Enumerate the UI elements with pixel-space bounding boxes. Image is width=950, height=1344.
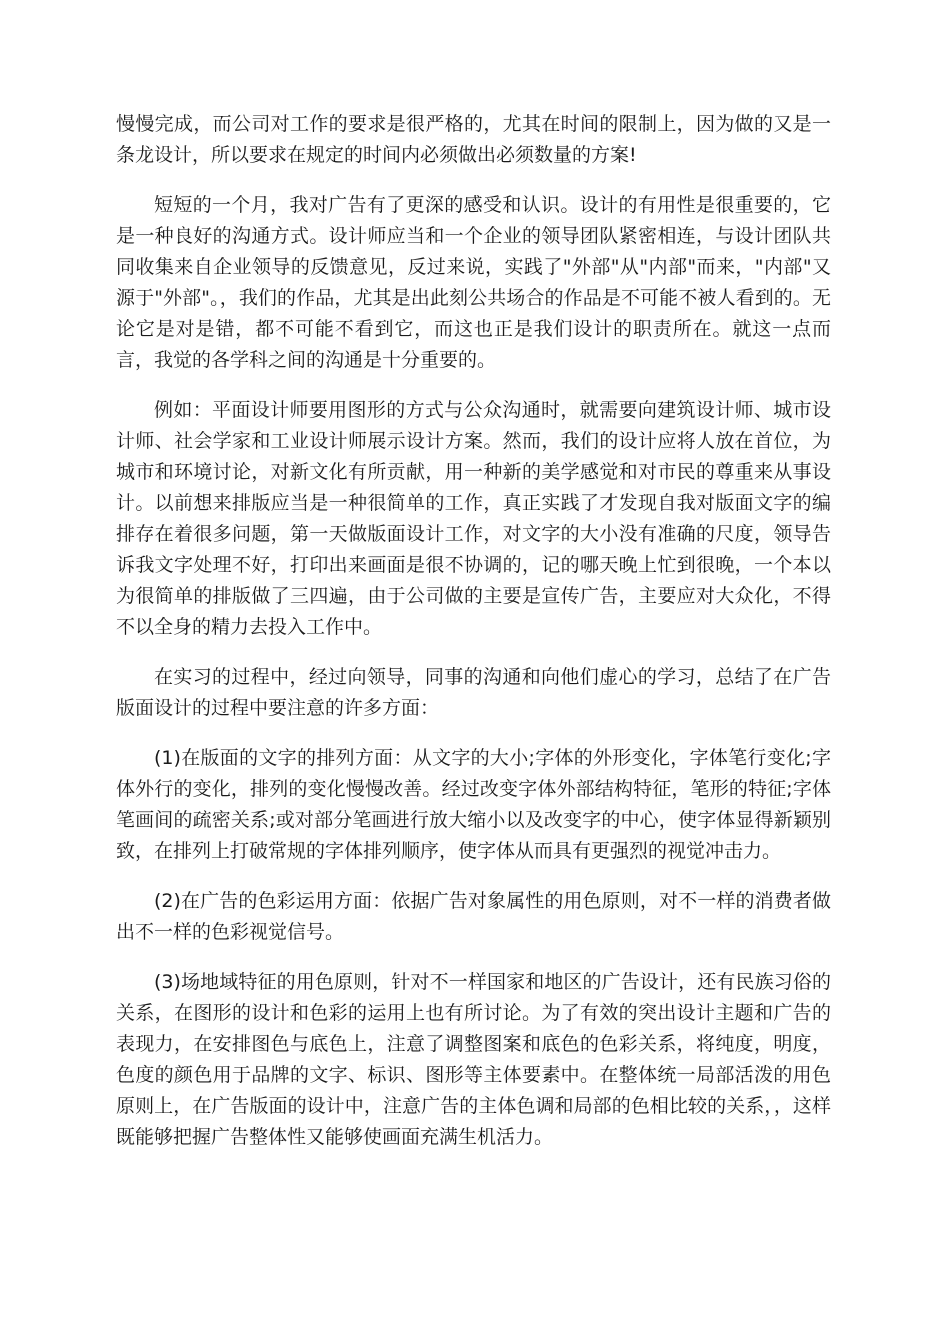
paragraph-communication: 短短的一个月，我对广告有了更深的感受和认识。设计的有用性是很重要的，它是一种良好的沟通方式。设计师应当和一个企业的领导团队紧密相连，与设计团队共同收集来自企业领导的反馈意见，反过来说，实践了"外部"从"内部"而来，"内部"又源于"外部"。，我们的作品，尤其是出此刻公共场合的作品是不可能不被人看到的。无论它是对是错，都不可能不看到它，而这也正是我们设计的职责所在。就这一点而言，我觉的各学科之间的沟通是十分重要的。 [116, 194, 831, 371]
paragraph-continuation: 慢慢完成，而公司对工作的要求是很严格的，尤其在时间的限制上，因为做的又是一条龙设计，所以要求在规定的时间内必须做出必须数量的方案! [116, 113, 831, 166]
paragraph-point-3-regional-color: (3)场地域特征的用色原则，针对不一样国家和地区的广告设计，还有民族习俗的关系，在图形的设计和色彩的运用上也有所讨论。为了有效的突出设计主题和广告的表现力，在安排图色与底色上，注意了调整图案和底色的色彩关系，将纯度，明度，色度的颜色用于品牌的文字、标识、图形等主体要素中。在整体统一局部活泼的用色原则上，在广告版面的设计中，注意广告的主体色调和局部的色相比较的关系，，这样既能够把握广告整体性又能够使画面充满生机活力。 [116, 971, 831, 1148]
paragraph-example: 例如：平面设计师要用图形的方式与公众沟通时，就需要向建筑设计师、城市设计师、社会学家和工业设计师展示设计方案。然而，我们的设计应将人放在首位，为城市和环境讨论，对新文化有所贡献，用一种新的美学感觉和对市民的尊重来从事设计。以前想来排版应当是一种很简单的工作，真正实践了才发现自我对版面文字的编排存在着很多问题，第一天做版面设计工作，对文字的大小没有准确的尺度，领导告诉我文字处理不好，打印出来画面是很不协调的，记的哪天晚上忙到很晚，一个本以为很简单的排版做了三四遍，由于公司做的主要是宣传广告，主要应对大众化，不得不以全身的精力去投入工作中。 [116, 399, 831, 638]
paragraph-point-2-color: (2)在广告的色彩运用方面：依据广告对象属性的用色原则，对不一样的消费者做出不一样的色彩视觉信号。 [116, 890, 831, 943]
paragraph-summary-intro: 在实习的过程中，经过向领导，同事的沟通和向他们虚心的学习，总结了在广告版面设计的过程中要注意的许多方面： [116, 666, 831, 719]
paragraph-point-1-typography: (1)在版面的文字的排列方面：从文字的大小;字体的外形变化，字体笔行变化;字体外行的变化，排列的变化慢慢改善。经过改变字体外部结构特征，笔形的特征;字体笔画间的疏密关系;或对部分笔画进行放大缩小以及改变字的中心，使字体显得新颖别致，在排列上打破常规的字体排列顺序，使字体从而具有更强烈的视觉冲击力。 [116, 747, 831, 862]
document-body [116, 109, 831, 1172]
